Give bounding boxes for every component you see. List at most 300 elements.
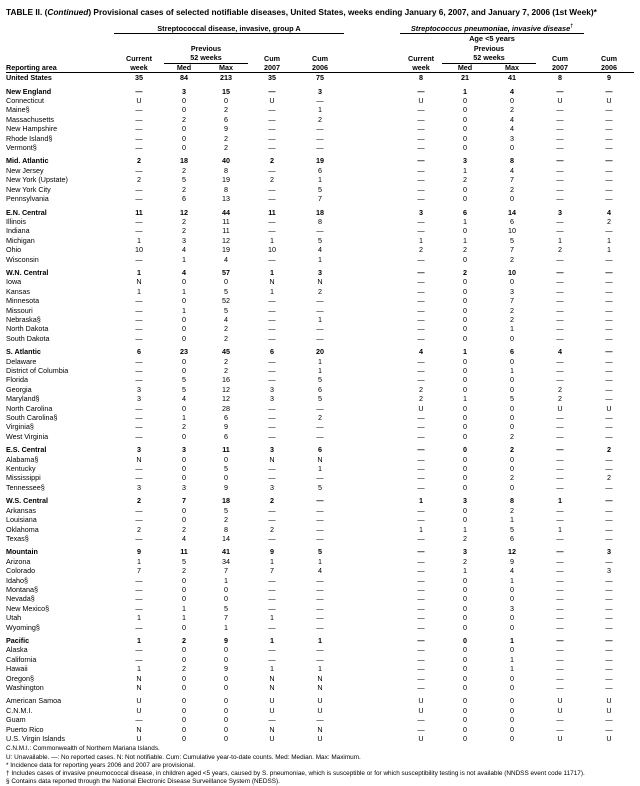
- cell-value: —: [135, 143, 143, 153]
- cell-value: —: [605, 375, 613, 385]
- cell-value: 5: [182, 384, 186, 394]
- cell-value: U: [418, 403, 424, 413]
- cell-value: —: [135, 105, 143, 115]
- cell-value: —: [135, 654, 143, 664]
- cell-value: —: [135, 515, 143, 525]
- cell-value: 1: [224, 622, 228, 632]
- cell-value: 0: [182, 96, 186, 106]
- cell-value: —: [135, 165, 143, 175]
- cell-value: —: [316, 584, 324, 594]
- cell-value: —: [556, 505, 564, 515]
- cell-value: 3: [463, 496, 467, 506]
- col-gap: [344, 515, 400, 524]
- cell-value: 0: [182, 403, 186, 413]
- cell-value: —: [556, 413, 564, 423]
- col-gap: [344, 636, 400, 645]
- cell-value: —: [135, 86, 143, 96]
- cell-value: 3: [182, 86, 186, 96]
- cell-value: 3: [463, 156, 467, 166]
- cell-value: 0: [463, 454, 467, 464]
- col-gap: [344, 255, 400, 264]
- cell-value: 0: [510, 482, 514, 492]
- cell-value: 5: [510, 394, 514, 404]
- col-med-2: Med: [442, 63, 488, 73]
- row-area-label: Indiana: [6, 226, 30, 236]
- row-area-label: Oklahoma: [6, 524, 39, 534]
- cell-value: 0: [182, 575, 186, 585]
- cell-value: 0: [510, 673, 514, 683]
- cell-value: 9: [224, 482, 228, 492]
- cell-value: 12: [222, 394, 230, 404]
- cell-value: 0: [510, 696, 514, 706]
- cell-value: 0: [510, 645, 514, 655]
- cell-value: 3: [182, 482, 186, 492]
- cell-value: 84: [180, 73, 188, 83]
- cell-value: 18: [180, 156, 188, 166]
- cell-value: 5: [318, 394, 322, 404]
- current-label-2: Current: [408, 53, 434, 63]
- cell-value: —: [268, 133, 276, 143]
- cell-value: 5: [182, 556, 186, 566]
- cum-label-2: Cum: [312, 53, 328, 63]
- cell-value: 9: [137, 547, 141, 557]
- col-gap: [344, 385, 400, 394]
- cell-value: 11: [222, 445, 230, 455]
- table-row: [6, 73, 634, 83]
- cell-value: 0: [463, 654, 467, 664]
- col-gap: [344, 496, 400, 505]
- cell-value: 2: [419, 394, 423, 404]
- cell-value: N: [269, 277, 275, 287]
- cell-value: 1: [318, 105, 322, 115]
- cell-value: —: [556, 333, 564, 343]
- cell-value: 35: [135, 73, 143, 83]
- col-gap: [344, 566, 400, 575]
- cell-value: 7: [270, 566, 274, 576]
- cell-value: —: [556, 324, 564, 334]
- cell-value: 12: [222, 384, 230, 394]
- cell-value: 1: [318, 366, 322, 375]
- table-row: [6, 236, 634, 245]
- row-area-label: California: [6, 654, 37, 664]
- cell-value: 5: [318, 547, 322, 557]
- cell-value: 2: [182, 114, 186, 124]
- cell-value: 4: [182, 394, 186, 404]
- cell-value: —: [417, 165, 425, 175]
- cell-value: —: [556, 464, 564, 474]
- col-week-2: week: [400, 63, 442, 73]
- cell-value: —: [556, 556, 564, 566]
- table-row: [6, 255, 634, 264]
- cell-value: —: [268, 584, 276, 594]
- cell-value: 4: [558, 347, 562, 357]
- cell-value: 1: [182, 603, 186, 613]
- cell-value: 2: [510, 473, 514, 483]
- notifiable-diseases-table: [6, 24, 634, 743]
- cell-value: —: [417, 683, 425, 692]
- cell-value: —: [605, 226, 613, 236]
- cell-value: 0: [182, 724, 186, 734]
- cell-value: 0: [463, 724, 467, 734]
- cell-value: 5: [182, 375, 186, 385]
- cell-value: 0: [182, 333, 186, 343]
- cell-value: 2: [270, 496, 274, 506]
- cell-value: —: [417, 105, 425, 115]
- cell-value: 11: [135, 207, 143, 217]
- cell-value: —: [417, 431, 425, 441]
- cell-value: 0: [463, 184, 467, 194]
- row-area-label: Pacific: [6, 635, 30, 645]
- cell-value: —: [605, 584, 613, 594]
- cell-value: 2: [419, 384, 423, 394]
- cell-value: 1: [318, 664, 322, 674]
- cell-value: 11: [222, 216, 230, 226]
- table-row: [6, 105, 634, 114]
- table-row: [6, 306, 634, 315]
- table-row: [6, 604, 634, 613]
- cell-value: 1: [224, 575, 228, 585]
- col-gap: [344, 613, 400, 622]
- cell-value: 3: [270, 394, 274, 404]
- cell-value: 1: [510, 654, 514, 664]
- cell-value: —: [417, 505, 425, 515]
- col-gap: [344, 324, 400, 333]
- cell-value: 0: [224, 654, 228, 664]
- footnote-dagger: † Includes cases of invasive pneumococcal disease, in children aged <5 years, caused by S. pneumoniae, which is susceptible or for which susceptibility testing is not available (NNDSS event code 11717).: [6, 770, 585, 778]
- cell-value: 6: [137, 347, 141, 357]
- cell-value: 0: [182, 431, 186, 441]
- col-gap: [344, 404, 400, 413]
- cell-value: 0: [463, 114, 467, 124]
- row-area-label: Alaska: [6, 645, 28, 655]
- cell-value: N: [317, 683, 323, 692]
- cell-value: 0: [182, 715, 186, 725]
- cell-value: N: [317, 277, 323, 287]
- cell-value: N: [269, 683, 275, 692]
- col-gap: [344, 277, 400, 286]
- col-max-1: Max: [204, 63, 248, 73]
- cell-value: 0: [224, 705, 228, 715]
- cell-value: 0: [510, 594, 514, 604]
- table-row: [6, 534, 634, 543]
- cell-value: 5: [318, 235, 322, 245]
- col-gap: [344, 217, 400, 226]
- col-gap: [344, 375, 400, 384]
- cell-value: 0: [463, 505, 467, 515]
- cell-value: —: [556, 482, 564, 492]
- cell-value: —: [316, 603, 324, 613]
- cell-value: 2: [182, 165, 186, 175]
- cell-value: —: [556, 575, 564, 585]
- col-max-2: Max: [488, 63, 536, 73]
- cell-value: —: [556, 454, 564, 464]
- cell-value: 0: [463, 305, 467, 315]
- row-area-label: Wisconsin: [6, 254, 39, 264]
- cell-value: —: [135, 431, 143, 441]
- cell-value: —: [316, 305, 324, 315]
- cell-value: 4: [318, 245, 322, 255]
- cell-value: 6: [224, 413, 228, 423]
- col-gap: [344, 576, 400, 585]
- row-area-label: Tennessee§: [6, 482, 45, 492]
- cell-value: —: [268, 413, 276, 423]
- cell-value: 0: [224, 715, 228, 725]
- cell-value: 28: [222, 403, 230, 413]
- cell-value: —: [605, 184, 613, 194]
- row-area-label: Arizona: [6, 556, 31, 566]
- cell-value: N: [136, 673, 142, 683]
- cell-value: —: [135, 356, 143, 366]
- cell-value: —: [605, 482, 613, 492]
- cell-value: —: [556, 715, 564, 725]
- cell-value: 0: [510, 277, 514, 287]
- cum-label-3: Cum: [552, 53, 568, 63]
- cell-value: —: [605, 724, 613, 734]
- table-row: [6, 87, 634, 96]
- cell-value: —: [605, 324, 613, 334]
- cell-value: 5: [510, 524, 514, 534]
- cell-value: 11: [268, 207, 276, 217]
- cell-value: 20: [316, 347, 324, 357]
- cell-value: 2: [137, 496, 141, 506]
- cell-value: 3: [270, 445, 274, 455]
- cell-value: —: [556, 375, 564, 385]
- cell-value: 0: [463, 286, 467, 296]
- cell-value: 34: [222, 556, 230, 566]
- cell-value: —: [556, 133, 564, 143]
- cell-value: 0: [510, 724, 514, 734]
- cell-value: —: [605, 347, 613, 357]
- cell-value: 4: [224, 254, 228, 264]
- table-row: [6, 683, 634, 692]
- cell-value: 1: [419, 524, 423, 534]
- cell-value: 0: [463, 664, 467, 674]
- cell-value: —: [135, 254, 143, 264]
- cell-value: —: [417, 473, 425, 483]
- col-gap: [344, 296, 400, 305]
- cell-value: 0: [182, 324, 186, 334]
- col-cum2007-2: 2007: [536, 63, 584, 73]
- table-row: [6, 404, 634, 413]
- cell-value: —: [268, 314, 276, 324]
- cell-value: 0: [463, 645, 467, 655]
- cell-value: —: [556, 613, 564, 623]
- row-area-label: Illinois: [6, 216, 26, 226]
- cell-value: —: [605, 333, 613, 343]
- cell-value: N: [317, 724, 323, 734]
- cell-value: 0: [510, 356, 514, 366]
- cell-value: 8: [510, 496, 514, 506]
- cell-value: —: [556, 216, 564, 226]
- col-gap: [344, 315, 400, 324]
- cell-value: —: [316, 533, 324, 543]
- cell-value: —: [316, 473, 324, 483]
- cell-value: —: [417, 673, 425, 683]
- cell-value: 5: [318, 375, 322, 385]
- cell-value: —: [417, 324, 425, 334]
- cell-value: —: [316, 333, 324, 343]
- cell-value: 0: [182, 143, 186, 153]
- cell-value: —: [605, 133, 613, 143]
- cell-value: 0: [510, 464, 514, 474]
- cell-value: 1: [607, 245, 611, 255]
- row-area-label: E.S. Central: [6, 445, 47, 455]
- cell-value: —: [556, 356, 564, 366]
- col-med-1: Med: [164, 63, 204, 73]
- cell-value: 3: [270, 482, 274, 492]
- cell-value: —: [268, 254, 276, 264]
- cell-value: 3: [463, 547, 467, 557]
- cell-value: —: [268, 143, 276, 153]
- cell-value: —: [605, 594, 613, 604]
- cell-value: U: [557, 403, 563, 413]
- cell-value: 0: [463, 422, 467, 432]
- cell-value: —: [268, 184, 276, 194]
- title-continued: Continued: [47, 7, 89, 17]
- cell-value: 1: [463, 216, 467, 226]
- cell-value: 7: [318, 194, 322, 204]
- row-area-label: New York City: [6, 184, 51, 194]
- table-row: [6, 636, 634, 645]
- cell-value: 1: [510, 515, 514, 525]
- cell-value: 2: [137, 524, 141, 534]
- col-gap: [344, 334, 400, 343]
- cell-value: 2: [137, 156, 141, 166]
- cell-value: —: [556, 584, 564, 594]
- table-row: [6, 664, 634, 673]
- cell-value: 0: [224, 683, 228, 692]
- cell-value: 18: [316, 207, 324, 217]
- cell-value: 5: [224, 603, 228, 613]
- row-area-label: E.N. Central: [6, 207, 47, 217]
- cell-value: —: [268, 226, 276, 236]
- row-area-label: Washington: [6, 683, 44, 692]
- cum-label-4: Cum: [601, 53, 617, 63]
- table-row: [6, 347, 634, 356]
- cell-value: 1: [463, 347, 467, 357]
- cell-value: 2: [510, 445, 514, 455]
- cell-value: —: [556, 645, 564, 655]
- table-row: [6, 696, 634, 705]
- cell-value: —: [417, 267, 425, 277]
- cell-value: U: [317, 734, 323, 744]
- cell-value: 0: [224, 696, 228, 706]
- cell-value: —: [417, 422, 425, 432]
- cell-value: 0: [182, 356, 186, 366]
- cell-value: U: [136, 705, 142, 715]
- cell-value: —: [605, 454, 613, 464]
- cell-value: 0: [224, 454, 228, 464]
- col-gap: [344, 664, 400, 673]
- cell-value: 0: [182, 645, 186, 655]
- cell-value: 1: [558, 496, 562, 506]
- cell-value: 0: [510, 375, 514, 385]
- table-row: [6, 245, 634, 254]
- cell-value: 2: [318, 413, 322, 423]
- cell-value: 4: [182, 533, 186, 543]
- cell-value: 6: [224, 431, 228, 441]
- cell-value: 1: [318, 175, 322, 185]
- table-row: [6, 366, 634, 375]
- row-area-label: Pennsylvania: [6, 194, 49, 204]
- cell-value: —: [417, 277, 425, 287]
- cell-value: 1: [137, 267, 141, 277]
- col-gap: [344, 347, 400, 356]
- cell-value: U: [418, 696, 424, 706]
- cell-value: 2: [607, 216, 611, 226]
- cell-value: 1: [318, 556, 322, 566]
- cell-value: 4: [224, 314, 228, 324]
- weeks52-label-1: 52 weeks: [164, 53, 248, 63]
- cell-value: 41: [222, 547, 230, 557]
- cell-value: 6: [463, 207, 467, 217]
- cell-value: 0: [224, 96, 228, 106]
- cell-value: 5: [182, 175, 186, 185]
- row-area-label: Wyoming§: [6, 622, 40, 632]
- cell-value: —: [556, 124, 564, 134]
- cell-value: —: [135, 296, 143, 306]
- cum-label-1: Cum: [264, 53, 280, 63]
- cell-value: 0: [463, 613, 467, 623]
- cell-value: 1: [463, 524, 467, 534]
- col-gap: [344, 134, 400, 143]
- cell-value: U: [269, 96, 275, 106]
- row-area-label: Massachusetts: [6, 114, 54, 124]
- cell-value: 1: [510, 324, 514, 334]
- cell-value: 13: [222, 194, 230, 204]
- cell-value: —: [135, 133, 143, 143]
- col-gap: [344, 245, 400, 254]
- cell-value: 0: [510, 422, 514, 432]
- cell-value: —: [605, 673, 613, 683]
- row-area-label: Montana§: [6, 584, 38, 594]
- col-gap: [344, 734, 400, 743]
- cell-value: 0: [182, 584, 186, 594]
- cell-value: —: [605, 464, 613, 474]
- cell-value: —: [268, 645, 276, 655]
- table-row: [6, 557, 634, 566]
- table-row: [6, 143, 634, 152]
- cell-value: 0: [463, 603, 467, 613]
- cell-value: —: [556, 105, 564, 115]
- cell-value: 9: [224, 635, 228, 645]
- row-area-label: West Virginia: [6, 431, 49, 441]
- col-gap: [344, 706, 400, 715]
- cell-value: 45: [222, 347, 230, 357]
- row-area-label: Connecticut: [6, 96, 44, 106]
- cell-value: 5: [510, 235, 514, 245]
- row-area-label: North Carolina: [6, 403, 53, 413]
- table-row: [6, 124, 634, 133]
- row-area-label: W.S. Central: [6, 496, 48, 506]
- cell-value: 9: [224, 124, 228, 134]
- cell-value: 0: [463, 515, 467, 525]
- cell-value: U: [269, 705, 275, 715]
- table-row: [6, 357, 634, 366]
- col-gap: [344, 594, 400, 603]
- cell-value: 2: [510, 105, 514, 115]
- row-area-label: Nebraska§: [6, 314, 41, 324]
- cell-value: —: [135, 594, 143, 604]
- cell-value: —: [605, 664, 613, 674]
- cell-value: 2: [224, 324, 228, 334]
- cell-value: U: [269, 734, 275, 744]
- col-gap: [344, 105, 400, 114]
- row-area-label: Delaware: [6, 356, 37, 366]
- cell-value: —: [316, 403, 324, 413]
- cell-value: 8: [224, 524, 228, 534]
- col-gap: [344, 432, 400, 441]
